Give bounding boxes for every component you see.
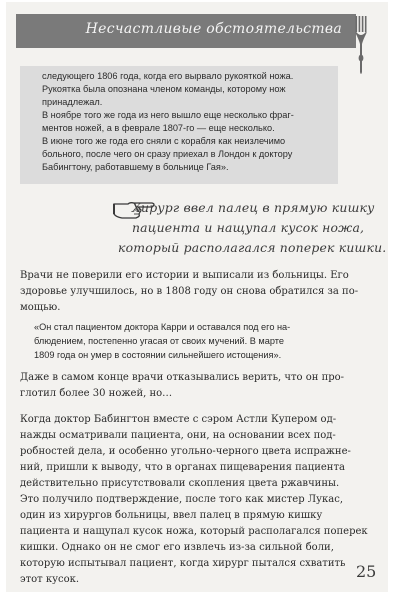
fork-icon xyxy=(354,14,368,76)
body-line: которую испытывал пациент, когда хирург пытался схватить xyxy=(20,558,346,569)
quote-block xyxy=(20,66,338,184)
body-line: Когда доктор Бабингтон вместе с сэром Астли Купером од- xyxy=(20,414,337,425)
body-line: глотил более 30 ножей, но… xyxy=(20,388,173,399)
body-line: ний, пришли к выводу, что в органах пищеварения пациента xyxy=(20,462,345,473)
quote-line: больного, после чего он сразу приехал в Лондон к доктору xyxy=(42,149,293,159)
body-line: Это получило подтверждение, после того как мистер Лукас, xyxy=(20,494,343,505)
body-line: кишки. Однако он не смог его извлечь из-за сильной боли, xyxy=(20,542,334,553)
pull-quote-line: Хирург ввел палец в прямую кишку xyxy=(132,200,375,215)
quote-line: принадлежал. xyxy=(42,97,103,107)
chapter-title: Несчастливые обстоятельства xyxy=(85,21,342,37)
body-line: Даже в самом конце врачи отказывались верить, что он про- xyxy=(20,372,345,383)
quote-line: В ноябре того же года из него вышло еще несколько фраг- xyxy=(42,110,294,120)
body-line: робностей дела, и особенно угольно-черного цвета испражне- xyxy=(20,446,351,457)
inset-quote-line: «Он стал пациентом доктора Карри и оставался под его на- xyxy=(34,322,291,332)
book-page xyxy=(6,2,388,592)
body-line: нажды осматривали пациента, они, на основании всех под- xyxy=(20,430,336,441)
pull-quote-line: который располагался поперек кишки. xyxy=(118,240,387,255)
chapter-header xyxy=(16,14,356,48)
quote-line: Рукоятка была опознана членом команды, которому нож xyxy=(42,84,286,94)
pull-quote-line: пациента и нащупал кусок ножа, xyxy=(132,220,365,235)
body-line: один из хирургов больницы, ввел палец в прямую кишку xyxy=(20,510,323,521)
quote-line: следующего 1806 года, когда его вырвало рукояткой ножа. xyxy=(42,71,294,81)
body-line: этот кусок. xyxy=(20,574,80,585)
body-line: действительно присутствовали скопления цвета ржавчины. xyxy=(20,478,340,489)
body-line: Врачи не поверили его истории и выписали из больницы. Его xyxy=(20,270,349,281)
body-line: пациента и нащупал кусок ножа, который располагался поперек xyxy=(20,526,368,537)
inset-quote-line: 1809 года он умер в состоянии сильнейшего истощения». xyxy=(34,350,282,360)
quote-line: Бабингтону, работавшему в больнице Гая». xyxy=(42,162,229,172)
body-line: здоровье улучшилось, но в 1808 году он снова обратился за по- xyxy=(20,286,359,297)
inset-quote-line: блюдением, постепенно угасая от своих мучений. В марте xyxy=(34,336,284,346)
body-line: мощью. xyxy=(20,302,61,313)
quote-line: В июне того же года его сняли с корабля как неизлечимо xyxy=(42,136,286,146)
quote-line: ментов ножей, а в феврале 1807-го — еще несколько. xyxy=(42,123,275,133)
page-number: 25 xyxy=(356,562,377,581)
